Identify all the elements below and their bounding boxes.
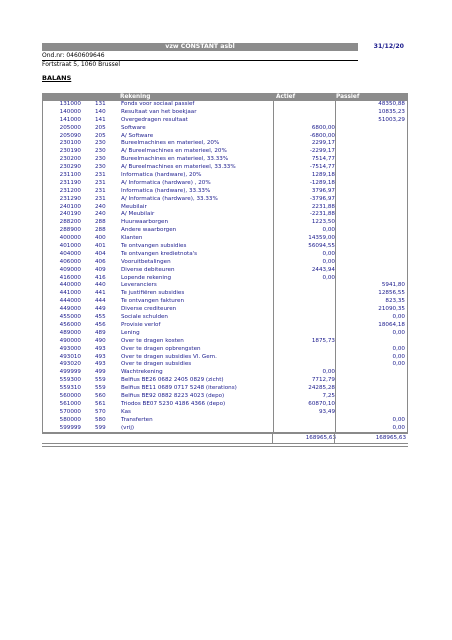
table-row xyxy=(43,346,407,354)
table-row xyxy=(43,282,407,290)
actief-value: 2299,17 xyxy=(311,140,335,147)
header-bar xyxy=(42,43,404,51)
table-row xyxy=(43,211,407,219)
account-code: 230100 xyxy=(59,140,81,147)
account-group: 499 xyxy=(95,369,106,376)
account-group: 401 xyxy=(95,243,106,250)
account-group: 140 xyxy=(95,108,106,115)
company-name: vzw CONSTANT asbl xyxy=(165,43,235,50)
account-group: 409 xyxy=(95,266,106,273)
account-name: Sociale schulden xyxy=(121,314,168,321)
account-code: 230290 xyxy=(59,164,81,171)
account-code: 230200 xyxy=(59,156,81,163)
account-group: 455 xyxy=(95,314,106,321)
table-row xyxy=(43,156,407,164)
account-group: 131 xyxy=(95,101,106,107)
account-code: 231200 xyxy=(59,187,81,194)
table-row xyxy=(43,251,407,259)
actief-value: 7712,79 xyxy=(311,377,335,384)
table-row xyxy=(43,401,407,409)
table-row xyxy=(43,180,407,188)
balance-table xyxy=(42,93,408,447)
account-name: Belfius BE92 0882 8223 4023 (depo) xyxy=(121,392,225,399)
table-row xyxy=(43,393,407,401)
passief-value: 0,00 xyxy=(392,416,405,423)
account-name: Diverse debiteuren xyxy=(121,266,175,273)
section-title: BALANS xyxy=(42,74,72,82)
account-name: Transferten xyxy=(121,416,153,423)
account-group: 400 xyxy=(95,235,106,242)
account-code: 416000 xyxy=(59,274,81,281)
actief-value: 14359,00 xyxy=(308,235,335,242)
account-code: 231190 xyxy=(59,179,81,186)
table-row xyxy=(43,140,407,148)
account-name: Informatica (hardware), 33.33% xyxy=(121,187,211,194)
actief-value: 7514,77 xyxy=(311,156,335,163)
account-code: 559300 xyxy=(59,377,81,384)
total-actief: 168965,63 xyxy=(305,435,336,442)
account-code: 205000 xyxy=(59,124,81,131)
account-name: Te ontvangen subsidies xyxy=(121,243,187,250)
table-row xyxy=(43,235,407,243)
account-group: 231 xyxy=(95,187,106,194)
account-code: 231290 xyxy=(59,195,81,202)
account-group: 404 xyxy=(95,250,106,257)
account-code: 570000 xyxy=(59,408,81,415)
account-group: 230 xyxy=(95,140,106,147)
account-code: 440000 xyxy=(59,282,81,289)
table-row xyxy=(43,117,407,125)
account-group: 288 xyxy=(95,227,106,234)
account-group: 441 xyxy=(95,290,106,297)
account-group: 230 xyxy=(95,156,106,163)
account-name: Andere waarborgen xyxy=(121,227,177,234)
account-code: 493000 xyxy=(59,345,81,352)
account-code: 240190 xyxy=(59,211,81,218)
account-name: Klanten xyxy=(121,235,143,242)
account-code: 456000 xyxy=(59,321,81,328)
account-code: 559310 xyxy=(59,385,81,392)
table-row xyxy=(43,219,407,227)
account-name: A/ Informatica (hardware) , 20% xyxy=(121,179,211,186)
account-code: 441000 xyxy=(59,290,81,297)
account-name: Triodos BE07 5230 4186 4366 (depo) xyxy=(121,400,226,407)
account-name: Te ontvangen kredietnota's xyxy=(121,250,198,257)
table-row xyxy=(43,385,407,393)
account-group: 490 xyxy=(95,337,106,344)
passief-value: 18064,18 xyxy=(378,321,405,328)
table-row xyxy=(43,306,407,314)
account-group: 440 xyxy=(95,282,106,289)
account-code: 288900 xyxy=(59,227,81,234)
account-group: 559 xyxy=(95,377,106,384)
table-row xyxy=(43,243,407,251)
account-name: Fonds voor sociaal passief xyxy=(121,101,195,107)
table-row xyxy=(43,267,407,275)
actief-value: 1289,18 xyxy=(311,172,335,179)
passief-value: 10835,23 xyxy=(378,108,405,115)
passief-value: 0,00 xyxy=(392,345,405,352)
table-row xyxy=(43,298,407,306)
passief-value: 12856,55 xyxy=(378,290,405,297)
account-group: 493 xyxy=(95,361,106,368)
account-code: 444000 xyxy=(59,298,81,305)
actief-value: -2299,17 xyxy=(309,148,335,155)
account-name: Informatica (hardware), 20% xyxy=(121,172,202,179)
account-code: 141000 xyxy=(59,116,81,123)
account-name: Huurwaarborgen xyxy=(121,219,169,226)
account-code: 400000 xyxy=(59,235,81,242)
account-name: Bureelmachines en materieel, 33.33% xyxy=(121,156,229,163)
account-name: Leveranciers xyxy=(121,282,157,289)
account-group: 449 xyxy=(95,306,106,313)
actief-value: 7,25 xyxy=(322,392,335,399)
account-name: Te justifiëren subsidies xyxy=(121,290,185,297)
totals-double-rule xyxy=(42,443,408,447)
table-row xyxy=(43,377,407,385)
account-group: 456 xyxy=(95,321,106,328)
account-group: 559 xyxy=(95,385,106,392)
enterprise-number: Ond.nr: 0460609646 xyxy=(42,52,105,59)
account-name: A/ Meubilair xyxy=(121,211,155,218)
account-group: 493 xyxy=(95,345,106,352)
account-group: 580 xyxy=(95,416,106,423)
actief-value: 0,00 xyxy=(322,274,335,281)
passief-value: 0,00 xyxy=(392,353,405,360)
actief-value: 1223,50 xyxy=(311,219,335,226)
report-date: 31/12/20 xyxy=(373,43,404,50)
account-name: Lopende rekening xyxy=(121,274,172,281)
account-code: 580000 xyxy=(59,416,81,423)
account-name: Belfius BE26 0682 2405 0829 (zicht) xyxy=(121,377,224,384)
account-name: Kas xyxy=(121,408,131,415)
account-name: Diverse crediteuren xyxy=(121,306,177,313)
passief-value: 21090,35 xyxy=(378,306,405,313)
passief-value: 823,35 xyxy=(385,298,405,305)
table-row xyxy=(43,101,407,109)
account-group: 560 xyxy=(95,392,106,399)
actief-value: 1875,73 xyxy=(311,337,335,344)
table-row xyxy=(43,361,407,369)
account-group: 141 xyxy=(95,116,106,123)
table-row xyxy=(43,330,407,338)
table-row xyxy=(43,188,407,196)
table-row xyxy=(43,354,407,362)
account-group: 288 xyxy=(95,219,106,226)
column-header-rekening: Rekening xyxy=(120,94,151,100)
account-name: A/ Bureelmachines en materieel, 33.33% xyxy=(121,164,236,171)
account-code: 401000 xyxy=(59,243,81,250)
account-group: 231 xyxy=(95,172,106,179)
table-row xyxy=(43,338,407,346)
account-name: A/ Bureelmachines en materieel, 20% xyxy=(121,148,227,155)
table-row xyxy=(43,196,407,204)
account-group: 561 xyxy=(95,400,106,407)
column-header-actief: Actief xyxy=(276,94,296,100)
actief-value: 0,00 xyxy=(322,250,335,257)
passief-value: 0,00 xyxy=(392,329,405,336)
account-group: 230 xyxy=(95,148,106,155)
account-code: 131000 xyxy=(59,101,81,107)
account-code: 455000 xyxy=(59,314,81,321)
account-code: 140000 xyxy=(59,108,81,115)
account-name: A/ Software xyxy=(121,132,154,139)
account-code: 489000 xyxy=(59,329,81,336)
account-code: 240100 xyxy=(59,203,81,210)
account-code: 560000 xyxy=(59,392,81,399)
account-name: Overgedragen resultaat xyxy=(121,116,188,123)
account-group: 231 xyxy=(95,195,106,202)
account-code: 288200 xyxy=(59,219,81,226)
actief-value: 0,00 xyxy=(322,227,335,234)
account-code: 490000 xyxy=(59,337,81,344)
account-name: Vooruitbetalingen xyxy=(121,258,171,265)
actief-value: 2443,94 xyxy=(311,266,335,273)
passief-value: 48350,88 xyxy=(378,101,405,107)
account-code: 404000 xyxy=(59,250,81,257)
table-row xyxy=(43,409,407,417)
account-name: Over te dragen subsidies Vl. Gem. xyxy=(121,353,217,360)
table-row xyxy=(43,133,407,141)
company-address: Fortstraat 5, 1060 Brussel xyxy=(42,61,121,68)
account-code: 493010 xyxy=(59,353,81,360)
table-row xyxy=(43,275,407,283)
table-row xyxy=(43,425,407,433)
account-code: 409000 xyxy=(59,266,81,273)
account-group: 205 xyxy=(95,124,106,131)
account-code: 406000 xyxy=(59,258,81,265)
account-group: 444 xyxy=(95,298,106,305)
account-code: 493020 xyxy=(59,361,81,368)
account-code: 599999 xyxy=(59,424,81,431)
table-row xyxy=(43,164,407,172)
account-group: 205 xyxy=(95,132,106,139)
table-row xyxy=(43,148,407,156)
account-code: 205090 xyxy=(59,132,81,139)
total-passief: 168965,63 xyxy=(375,435,406,442)
account-name: (vrij) xyxy=(121,424,135,431)
table-row xyxy=(43,290,407,298)
table-row xyxy=(43,227,407,235)
table-row xyxy=(43,125,407,133)
actief-value: 0,00 xyxy=(322,258,335,265)
column-header-passief: Passief xyxy=(336,94,360,100)
actief-value: 24285,28 xyxy=(308,385,335,392)
table-row xyxy=(43,314,407,322)
actief-value: 56094,55 xyxy=(308,243,335,250)
account-name: Over te dragen subsidies xyxy=(121,361,192,368)
account-group: 493 xyxy=(95,353,106,360)
passief-value: 0,00 xyxy=(392,424,405,431)
actief-value: -2231,88 xyxy=(309,211,335,218)
totals-row xyxy=(42,433,408,443)
actief-value: 60870,10 xyxy=(308,400,335,407)
account-code: 499999 xyxy=(59,369,81,376)
account-name: Provisie verlof xyxy=(121,321,161,328)
passief-value: 5941,80 xyxy=(381,282,405,289)
table-body xyxy=(42,101,408,433)
account-group: 416 xyxy=(95,274,106,281)
table-row xyxy=(43,109,407,117)
account-group: 599 xyxy=(95,424,106,431)
account-code: 230190 xyxy=(59,148,81,155)
account-group: 406 xyxy=(95,258,106,265)
actief-value: 3796,97 xyxy=(311,187,335,194)
account-name: Meubilair xyxy=(121,203,147,210)
account-name: Software xyxy=(121,124,146,131)
account-code: 449000 xyxy=(59,306,81,313)
totals-divider-passief xyxy=(334,434,335,443)
passief-value: 0,00 xyxy=(392,314,405,321)
table-row xyxy=(43,369,407,377)
table-row xyxy=(43,204,407,212)
account-group: 489 xyxy=(95,329,106,336)
table-row xyxy=(43,172,407,180)
account-name: Resultaat van het boekjaar xyxy=(121,108,197,115)
actief-value: 0,00 xyxy=(322,369,335,376)
actief-value: 93,49 xyxy=(318,408,335,415)
account-group: 230 xyxy=(95,164,106,171)
account-name: Te ontvangen fakturen xyxy=(121,298,184,305)
account-group: 240 xyxy=(95,203,106,210)
account-group: 570 xyxy=(95,408,106,415)
account-name: Wachtrekening xyxy=(121,369,163,376)
actief-value: 6800,00 xyxy=(311,124,335,131)
account-name: Over te dragen opbrengsten xyxy=(121,345,201,352)
account-name: Belfius BE11 0689 0717 5248 (iterations) xyxy=(121,385,237,392)
totals-divider-actief xyxy=(272,434,273,443)
table-row xyxy=(43,322,407,330)
account-name: Over te dragen kosten xyxy=(121,337,184,344)
account-code: 231100 xyxy=(59,172,81,179)
account-group: 240 xyxy=(95,211,106,218)
table-row xyxy=(43,417,407,425)
actief-value: -3796,97 xyxy=(309,195,335,202)
passief-value: 0,00 xyxy=(392,361,405,368)
table-row xyxy=(43,259,407,267)
account-name: Bureelmachines en materieel, 20% xyxy=(121,140,220,147)
account-group: 231 xyxy=(95,179,106,186)
table-header xyxy=(42,93,408,101)
actief-value: -6800,00 xyxy=(309,132,335,139)
passief-value: 51003,29 xyxy=(378,116,405,123)
account-code: 561000 xyxy=(59,400,81,407)
account-name: A/ Informatica (hardware), 33.33% xyxy=(121,195,218,202)
actief-value: -7514,77 xyxy=(309,164,335,171)
actief-value: 2231,88 xyxy=(311,203,335,210)
account-name: Lening xyxy=(121,329,140,336)
actief-value: -1289,18 xyxy=(309,179,335,186)
